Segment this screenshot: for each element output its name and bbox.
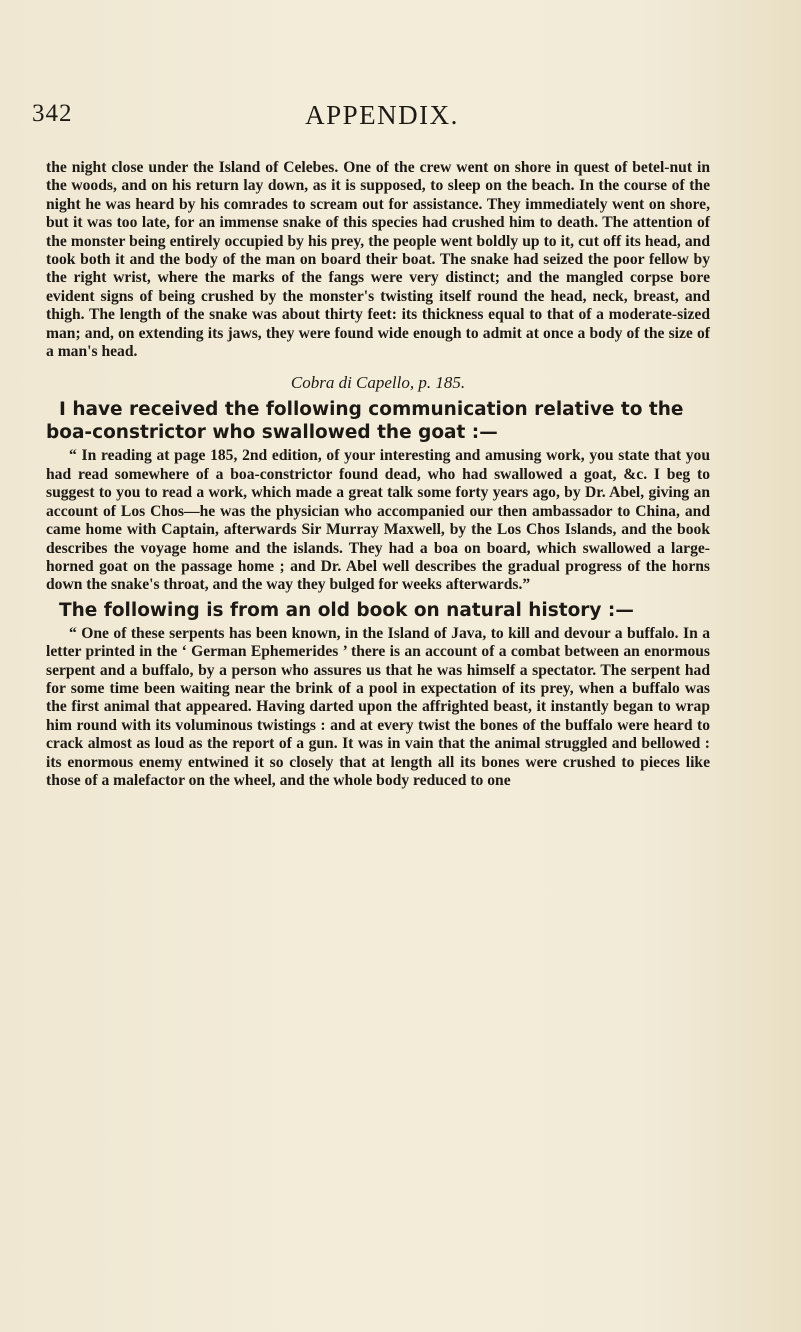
lead-natural-history: The following is from an old book on natural history :— [59, 599, 634, 621]
page-body [46, 159, 710, 790]
page-number: 342 [32, 100, 73, 127]
paragraph-buffalo: “ One of these serpents has been known, in the Island of Java, to kill and devour a buffalo. In a letter printed in the ‘ German Ephemerides ’ there is an account of a combat between an enormous serpent and a buffalo, by a person who assures us that he was himself a spectator. The serpent had for some time been waiting near the brink of a pool in expectation of its prey, when a buffalo was the first animal that appeared. Having darted upon the affrighted beast, it instantly began to wrap him round with its voluminous twistings : and at every twist the bones of the buffalo were heard to crack almost as loud as the report of a gun. It was in vain that the animal struggled and bellowed : its enormous enemy entwined it so closely that at length all its bones were crushed to pieces like those of a malefactor on the wheel, and the whole body reduced to one [46, 624, 710, 789]
running-head: APPENDIX. [305, 100, 459, 130]
page-header [32, 100, 732, 146]
paragraph-goat-letter: “ In reading at page 185, 2nd edition, of your interesting and amusing work, you state that you had read somewhere of a boa-constrictor found dead, who had swallowed a goat, &c. I beg to suggest to you to read a work, which made a great talk some forty years ago, by Dr. Abel, giving an account of Los Chos—he was the physician who accompanied our then ambassador to China, and came home with Captain, afterwards Sir Murray Maxwell, by the Los Chos Islands, and the book describes the voyage home and the islands. They had a boa on board, which swallowed a large-horned goat on the passage home ; and Dr. Abel well describes the gradual progress of the horns down the snake's throat, and the way they bulged for weeks afterwards.” [46, 447, 710, 594]
section-title: Cobra di Capello, p. 185. [290, 373, 466, 393]
lead-communication: I have received the following communication relative to the boa-constrictor who swallowed the goat :— [46, 399, 684, 444]
paragraph-celebes: the night close under the Island of Celebes. One of the crew went on shore in quest of betel-nut in the woods, and on his return lay down, as it is supposed, to sleep on the beach. In the course of the night he was heard by his comrades to scream out for assistance. They immediately went on shore, but it was too late, for an immense snake of this species had crushed him to death. The attention of the monster being entirely occupied by his prey, the people went boldly up to it, cut off its head, and took both it and the body of the man on board their boat. The snake had seized the poor fellow by the right wrist, where the marks of the fangs were very distinct; and the mangled corpse bore evident signs of being crushed by the monster's twisting itself round the head, neck, breast, and thigh. The length of the snake was about thirty feet: its thickness equal to that of a moderate-sized man; and, on extending its jaws, they were found wide enough to admit at once a body of the size of a man's head. [46, 159, 710, 361]
